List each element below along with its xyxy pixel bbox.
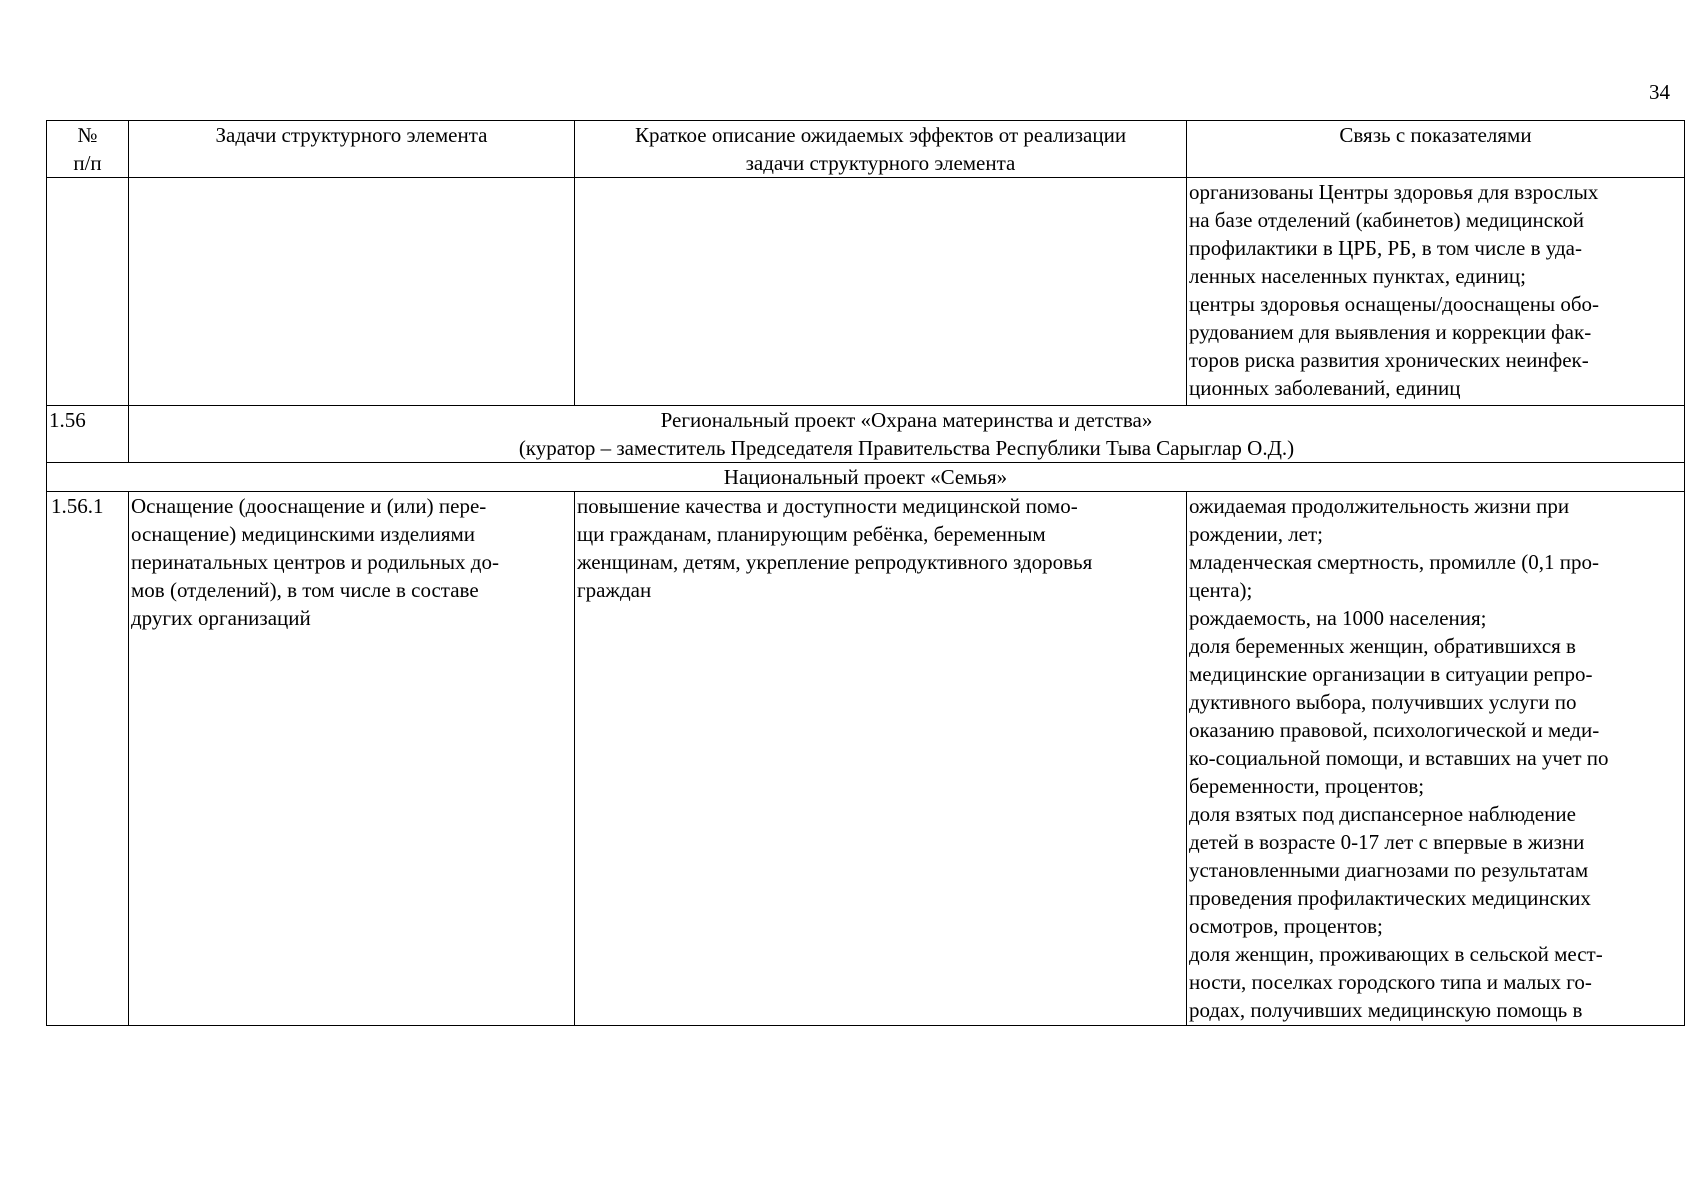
task-description-line: оснащение) медицинскими изделиями xyxy=(131,522,476,546)
continuation-indicators-line: профилактики в ЦРБ, РБ, в том числе в уда- xyxy=(1189,236,1582,260)
task-indicators-line: осмотров, процентов; xyxy=(1189,914,1383,938)
task-indicators-line: доля беременных женщин, обратившихся в xyxy=(1189,634,1576,658)
task-description-cell xyxy=(129,492,575,1026)
task-num: 1.56.1 xyxy=(47,492,129,1026)
continuation-num-cell xyxy=(47,178,129,406)
task-indicators-line: доля взятых под диспансерное наблюдение xyxy=(1189,802,1576,826)
task-indicators-line: родах, получивших медицинскую помощь в xyxy=(1189,998,1583,1022)
continuation-indicators-line: торов риска развития хронических неинфек- xyxy=(1189,348,1589,372)
task-indicators-line: беременности, процентов; xyxy=(1189,774,1425,798)
task-effects-line: щи гражданам, планирующим ребёнка, беременным xyxy=(577,522,1046,546)
task-description-line: Оснащение (дооснащение и (или) пере- xyxy=(131,494,487,518)
task-indicators-line: ожидаемая продолжительность жизни при xyxy=(1189,494,1570,518)
page-number: 34 xyxy=(1649,80,1670,104)
table-header-row xyxy=(47,121,1685,178)
continuation-task-cell xyxy=(129,178,575,406)
task-indicators-line: установленными диагнозами по результатам xyxy=(1189,858,1589,882)
task-indicators-line: младенческая смертность, промилле (0,1 про- xyxy=(1189,550,1599,574)
header-num xyxy=(47,121,129,178)
task-indicators-line: рождаемость, на 1000 населения; xyxy=(1189,606,1487,630)
continuation-indicators-cell xyxy=(1187,178,1685,406)
header-tasks: Задачи структурного элемента xyxy=(129,121,575,178)
task-description-line: других организаций xyxy=(131,606,311,630)
regional-project-cell xyxy=(129,406,1685,463)
task-indicators-cell xyxy=(1187,492,1685,1026)
continuation-row xyxy=(47,178,1685,406)
task-effects-cell xyxy=(575,492,1187,1026)
regional-project-title: Региональный проект «Охрана материнства и детства» xyxy=(660,408,1153,432)
continuation-indicators-line: на базе отделений (кабинетов) медицинской xyxy=(1189,208,1584,232)
regional-project-num: 1.56 xyxy=(47,406,129,463)
task-row xyxy=(47,492,1685,1026)
continuation-indicators-line: ленных населенных пунктах, единиц; xyxy=(1189,264,1526,288)
task-effects-line: женщинам, детям, укрепление репродуктивного здоровья xyxy=(577,550,1093,574)
task-indicators-line: рождении, лет; xyxy=(1189,522,1324,546)
national-project-row xyxy=(47,463,1685,492)
task-effects-line: повышение качества и доступности медицинской помо- xyxy=(577,494,1078,518)
task-description-line: мов (отделений), в том числе в составе xyxy=(131,578,479,602)
task-indicators-line: проведения профилактических медицинских xyxy=(1189,886,1591,910)
task-indicators-line: ко-социальной помощи, и вставших на учет по xyxy=(1189,746,1609,770)
national-project-title: Национальный проект «Семья» xyxy=(47,463,1685,492)
task-description-line: перинатальных центров и родильных до- xyxy=(131,550,499,574)
task-indicators-line: цента); xyxy=(1189,578,1253,602)
task-effects-line: граждан xyxy=(577,578,652,602)
continuation-indicators-line: центры здоровья оснащены/дооснащены обо- xyxy=(1189,292,1600,316)
continuation-indicators-line: организованы Центры здоровья для взрослых xyxy=(1189,180,1599,204)
task-indicators-line: ности, поселках городского типа и малых го- xyxy=(1189,970,1592,994)
task-indicators-line: доля женщин, проживающих в сельской мест- xyxy=(1189,942,1603,966)
continuation-indicators-line: ционных заболеваний, единиц xyxy=(1189,376,1461,400)
task-indicators-line: детей в возрасте 0-17 лет с впервые в жизни xyxy=(1189,830,1585,854)
continuation-effects-cell xyxy=(575,178,1187,406)
structural-elements-table xyxy=(46,120,1685,1026)
task-indicators-line: оказанию правовой, психологической и меди- xyxy=(1189,718,1600,742)
header-effects-line: Краткое описание ожидаемых эффектов от реализации xyxy=(634,123,1127,147)
task-indicators-line: дуктивного выбора, получивших услуги по xyxy=(1189,690,1577,714)
regional-project-row xyxy=(47,406,1685,463)
task-indicators-line: медицинские организации в ситуации репро- xyxy=(1189,662,1593,686)
header-effects xyxy=(575,121,1187,178)
header-num-line: п/п xyxy=(73,151,102,175)
header-indicators: Связь с показателями xyxy=(1187,121,1685,178)
regional-project-curator: (куратор – заместитель Председателя Правительства Республики Тыва Сарыглар О.Д.) xyxy=(518,436,1295,460)
continuation-indicators-line: рудованием для выявления и коррекции фак- xyxy=(1189,320,1592,344)
header-num-line: № xyxy=(77,123,98,147)
header-effects-line: задачи структурного элемента xyxy=(745,151,1016,175)
